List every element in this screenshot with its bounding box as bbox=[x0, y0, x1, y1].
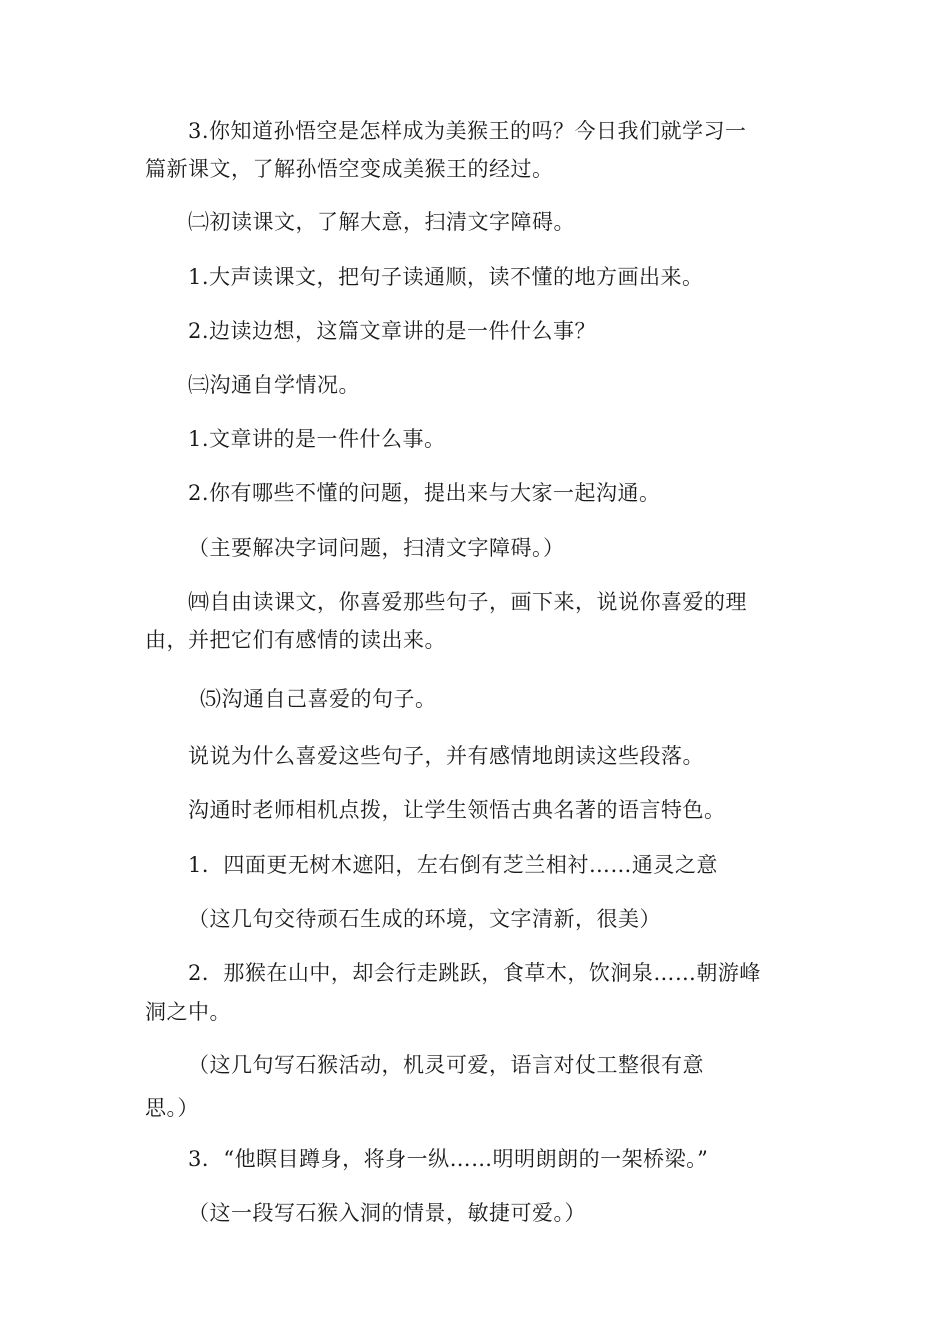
paragraph-line: 篇新课文，了解孙悟空变成美猴王的经过。 bbox=[145, 157, 554, 181]
paragraph-line: 说说为什么喜爱这些句子，并有感情地朗读这些段落。 bbox=[188, 744, 704, 768]
paragraph-line: 1.文章讲的是一件什么事。 bbox=[188, 427, 446, 451]
paragraph-line: 3.你知道孙悟空是怎样成为美猴王的吗？今日我们就学习一 bbox=[188, 119, 747, 143]
paragraph-line: 由，并把它们有感情的读出来。 bbox=[145, 628, 446, 652]
paragraph-line: 2.边读边想，这篇文章讲的是一件什么事？ bbox=[188, 319, 597, 343]
paragraph-line: ㈡初读课文，了解大意，扫清文字障碍。 bbox=[188, 210, 575, 234]
paragraph-line: 1．四面更无树木遮阳，左右倒有芝兰相衬……通灵之意 bbox=[188, 853, 718, 877]
paragraph-line: 沟通时老师相机点拨，让学生领悟古典名著的语言特色。 bbox=[188, 798, 726, 822]
paragraph-line: 3．“他瞑目蹲身，将身一纵……明明朗朗的一架桥梁。” bbox=[188, 1147, 709, 1171]
paragraph-line: （主要解决字词问题，扫清文字障碍。） bbox=[188, 536, 565, 560]
paragraph-line: ㈢沟通自学情况。 bbox=[188, 373, 360, 397]
paragraph-line: （这几句交待顽石生成的环境，文字清新，很美） bbox=[188, 907, 661, 931]
paragraph-line: 洞之中。 bbox=[145, 1000, 231, 1024]
paragraph-line: （这几句写石猴活动，机灵可爱，语言对仗工整很有意 bbox=[188, 1053, 704, 1077]
paragraph-line: 思。） bbox=[145, 1096, 199, 1120]
paragraph-line: ㈣自由读课文，你喜爱那些句子，画下来，说说你喜爱的理 bbox=[188, 590, 747, 614]
paragraph-line: ⑸沟通自己喜爱的句子。 bbox=[200, 687, 437, 711]
paragraph-line: 1.大声读课文，把句子读通顺，读不懂的地方画出来。 bbox=[188, 265, 704, 289]
paragraph-line: （这一段写石猴入洞的情景，敏捷可爱。） bbox=[188, 1201, 586, 1225]
paragraph-line: 2.你有哪些不懂的问题，提出来与大家一起沟通。 bbox=[188, 481, 661, 505]
paragraph-line: 2．那猴在山中，却会行走跳跃，食草木，饮涧泉……朝游峰 bbox=[188, 961, 761, 985]
